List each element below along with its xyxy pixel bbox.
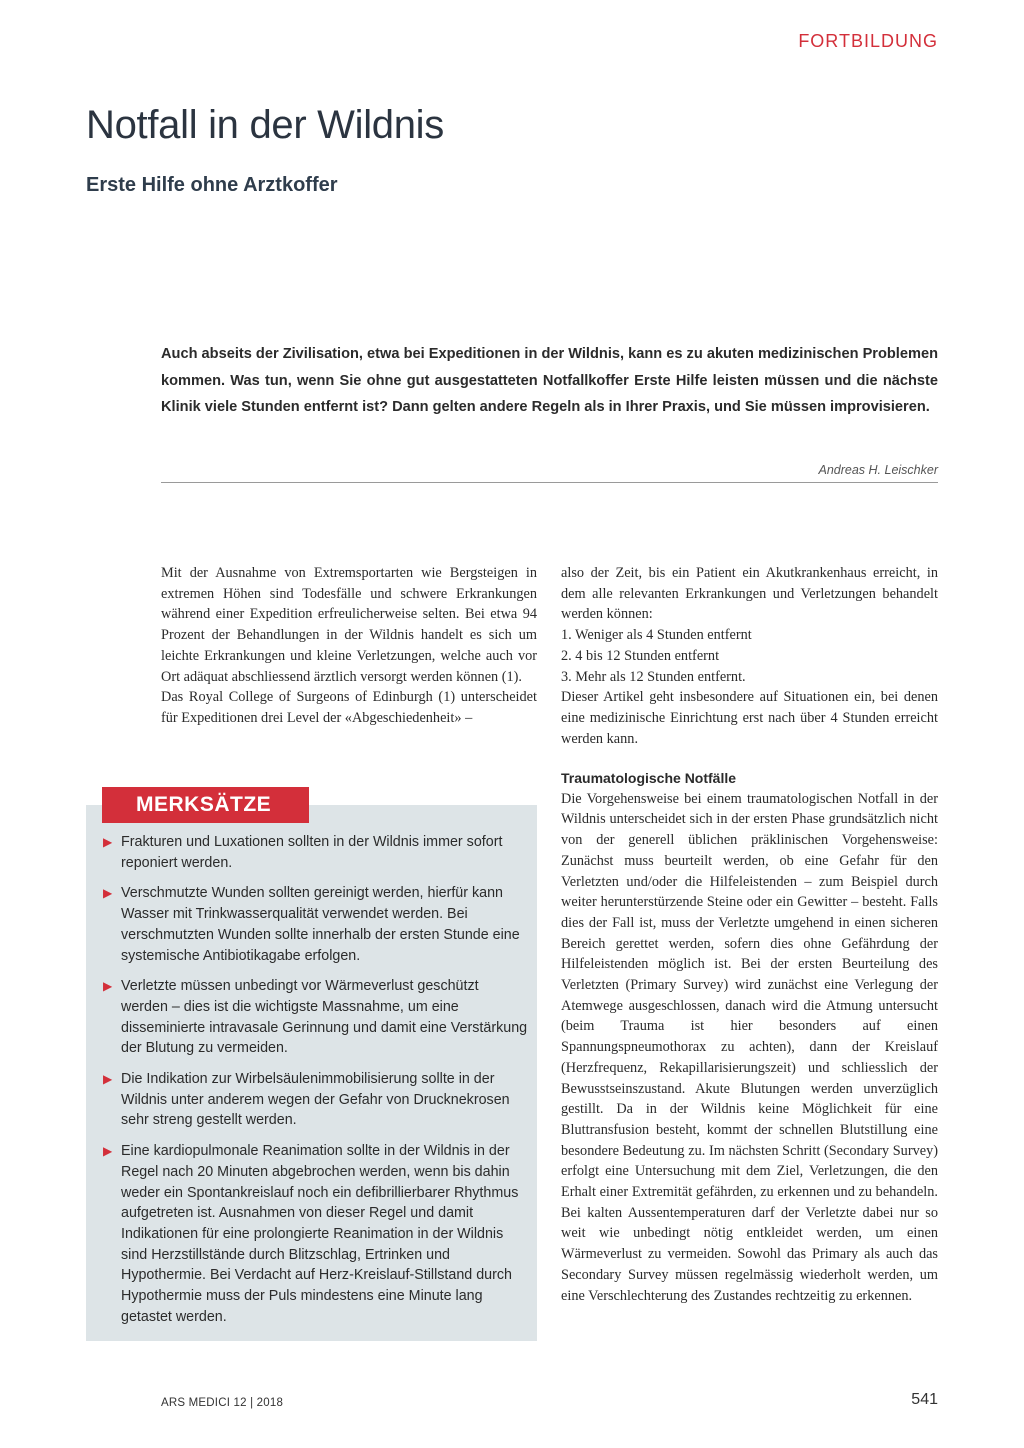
list-item: 1. Weniger als 4 Stunden entfernt: [561, 627, 752, 644]
triangle-right-icon: ▶: [103, 835, 113, 849]
triangle-right-icon: ▶: [103, 1144, 113, 1159]
list-item: ▶ Frakturen und Luxationen sollten in der Wildnis immer sofort reponiert werden.: [103, 834, 503, 871]
divider-line: [161, 482, 938, 483]
article-author: Andreas H. Leischker: [818, 463, 938, 477]
trauma-section: [561, 768, 938, 1306]
list-item: ▶ Verschmutzte Wunden sollten gereinigt werden, hierfür kann Wasser mit Trinkwasserqualität verwendet werden. Bei verschmutzten Wunden sollte innerhalb der ersten Stunde eine systemische Antibiotikagabe erfolgen.: [103, 885, 520, 964]
body-paragraph: Die Vorgehensweise bei einem traumatologischen Notfall in der Wildnis unterscheidet sich in der ersten Phase grundsätzlich nicht von der generell üblichen präklinischen Vorgehensweise: Zunächst muss beurteilt werden, ob eine Gefahr für den Verletzten und/oder die Hilfeleistenden – zum Beispiel durch weiter herunterstürzende Steine oder ein Gewitter – besteht. Falls dies der Fall ist, muss der Verletzte umgehend in einen sicheren Bereich gerettet werden, sofern dies ohne Gefährdung der Hilfeleistenden möglich ist. Bei der ersten Beurteilung des Verletzten (Primary Survey) wird zunächst eine Verlegung der Atemwege ausgeschlossen, danach wird die Atmung untersucht (beim Trauma ist hier besonders auf einen Spannungspneumothorax zu achten), dann der Kreislauf (Herzfrequenz, Rekapillarisierungszeit) und schliesslich der Bewusstseinszustand. Akute Blutungen werden unverzüglich gestillt. Da in der Wildnis keine Möglichkeit für eine Bluttransfusion besteht, kommt der schnellen Blutstillung eine besondere Bedeutung zu. Im nächsten Schritt (Secondary Survey) erfolgt eine Untersuchung mit dem Ziel, Verletzungen, die den Erhalt einer Extremität gefährden, zu erkennen und zu behandeln. Bei kalten Aussentemperaturen darf der Verletzte dabei nur so weit wie unbedingt nötig entkleidet werden, um einen Wärmeverlust zu vermeiden. Sowohl das Primary als auch das Secondary Survey müssen regelmässig wiederholt werden, um eine Verschlechterung des Zustandes rechtzeitig zu erkennen.: [561, 790, 938, 1304]
list-item: ▶ Verletzte müssen unbedingt vor Wärmeverlust geschützt werden – dies ist die wichtigste Massnahme, um eine disseminierte intravasale Gerinnung und damit eine Verstärkung der Blutung zu vermeiden.: [103, 978, 528, 1057]
article-title: Notfall in der Wildnis: [86, 103, 444, 147]
list-item: ▶ Die Indikation zur Wirbelsäulenimmobilisierung sollte in der Wildnis unter anderem wegen der Gefahr von Drucknekrosen sehr streng gestellt werden.: [103, 1071, 510, 1129]
section-heading: Traumatologische Notfälle: [561, 770, 737, 786]
triangle-right-icon: ▶: [103, 1072, 113, 1087]
merksaetze-list: [103, 832, 528, 1337]
list-item: 2. 4 bis 12 Stunden entfernt: [561, 647, 720, 664]
journal-footer: ARS MEDICI 12 | 2018: [161, 1397, 284, 1409]
section-label: FORTBILDUNG: [798, 31, 938, 51]
list-item: 3. Mehr als 12 Stunden entfernt.: [561, 668, 746, 685]
body-paragraph: also der Zeit, bis ein Patient ein Akutkrankenhaus erreicht, in dem alle relevanten Erkrankungen und Verletzungen behandelt werden können:: [561, 565, 938, 623]
body-column-left: [161, 563, 537, 729]
triangle-right-icon: ▶: [103, 979, 113, 994]
article-subtitle: Erste Hilfe ohne Arztkoffer: [86, 174, 338, 196]
list-item: ▶ Eine kardiopulmonale Reanimation sollte in der Wildnis in der Regel nach 20 Minuten abgebrochen werden, wenn bis dahin weder ein Spontankreislauf noch ein defibrillierbarer Rhythmus aufgetreten ist. Ausnahmen von dieser Regel und damit Indikationen für eine prolongierte Reanimation in der Wildnis sind Herzstillstände durch Blitzschlag, Ertrinken und Hypothermie. Bei Verdacht auf Herz-Kreislauf-Stillstand durch Hypothermie muss der Puls mindestens eine Minute lang getastet werden.: [103, 1143, 519, 1325]
merksaetze-heading: MERKSÄTZE: [102, 787, 309, 823]
body-column-right: [561, 563, 938, 749]
body-paragraph: Mit der Ausnahme von Extremsportarten wie Bergsteigen in extremen Höhen sind Todesfälle und schwere Erkrankungen während einer Expedition erfreulicherweise selten. Bei etwa 94 Prozent der Behandlungen in der Wildnis handelt es sich um leichte Erkrankungen und kleine Verletzungen, welche auch vor Ort adäquat abschliessend ärztlich versorgt werden können (1).: [161, 565, 537, 685]
article-lead: Auch abseits der Zivilisation, etwa bei Expeditionen in der Wildnis, kann es zu akuten medizinischen Problemen kommen. Was tun, wenn Sie ohne gut ausgestatteten Notfallkoffer Erste Hilfe leisten müssen und die nächste Klinik viele Stunden entfernt ist? Dann gelten andere Regeln als in Ihrer Praxis, und Sie müssen improvisieren.: [161, 346, 938, 415]
body-paragraph: Das Royal College of Surgeons of Edinburgh (1) unterscheidet für Expeditionen drei Level der «Abgeschiedenheit» –: [161, 689, 537, 726]
body-paragraph: Dieser Artikel geht insbesondere auf Situationen ein, bei denen eine medizinische Einrichtung erst nach über 4 Stunden erreicht werden kann.: [561, 689, 938, 747]
page-number: 541: [911, 1391, 938, 1408]
triangle-right-icon: ▶: [103, 886, 113, 901]
